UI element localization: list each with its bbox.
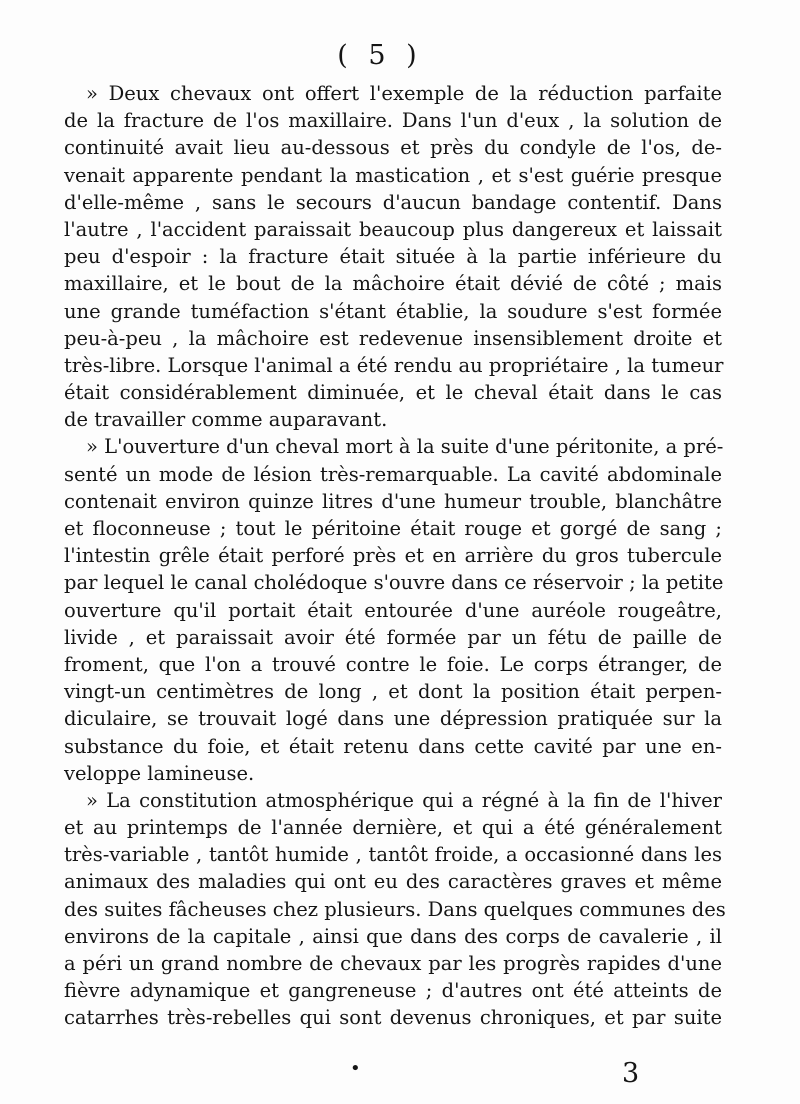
text-line: environs de la capitale , ainsi que dans des corps de cavalerie , il — [64, 924, 722, 948]
text-line: » La constitution atmosphérique qui a régné à la fin de l'hiver — [86, 788, 722, 812]
signature-mark: 3 — [622, 1058, 640, 1089]
text-line: de travailler comme auparavant. — [64, 408, 388, 432]
bottom-mark: • — [350, 1058, 361, 1079]
text-line: substance du foie, et était retenu dans cette cavité par une en- — [64, 734, 722, 758]
text-line: très-libre. Lorsque l'animal a été rendu au propriétaire , la tumeur — [64, 353, 724, 377]
text-line: de la fracture de l'os maxillaire. Dans l'un d'eux , la solution de — [64, 109, 722, 133]
text-line: très-variable , tantôt humide , tantôt froide, a occasionné dans les — [64, 843, 722, 867]
text-line: diculaire, se trouvait logé dans une dépression pratiquée sur la — [64, 707, 722, 731]
text-line: et floconneuse ; tout le péritoine était rouge et gorgé de sang ; — [64, 517, 722, 540]
text-line: ouverture qu'il portait était entourée d'une auréole rougeâtre, — [64, 598, 722, 622]
text-line: catarrhes très-rebelles qui sont devenus chroniques, et par suite — [64, 1006, 722, 1030]
text-line: une grande tuméfaction s'étant établie, la soudure s'est formée — [64, 299, 722, 323]
text-line: vingt-un centimètres de long , et dont la position était perpen- — [64, 680, 722, 704]
text-line: contenait environ quinze litres d'une humeur trouble, blanchâtre — [64, 489, 722, 513]
text-line: livide , et paraissait avoir été formée par un fétu de paille de — [64, 625, 722, 649]
text-line: l'autre , l'accident paraissait beaucoup plus dangereux et laissait — [64, 217, 722, 241]
text-line: a péri un grand nombre de chevaux par les progrès rapides d'une — [64, 952, 722, 975]
text-line: l'intestin grêle était perforé près et en arrière du gros tubercule — [64, 544, 722, 568]
text-line: maxillaire, et le bout de la mâchoire était dévié de côté ; mais — [64, 272, 722, 296]
text-line: d'elle-même , sans le secours d'aucun bandage contentif. Dans — [64, 190, 722, 214]
text-line: et au printemps de l'année dernière, et qui a été généralement — [64, 816, 722, 840]
text-line: animaux des maladies qui ont eu des caractères graves et même — [64, 870, 722, 894]
text-line: fièvre adynamique et gangreneuse ; d'autres ont été atteints de — [64, 979, 722, 1003]
text-line: continuité avait lieu au-dessous et près du condyle de l'os, de- — [64, 136, 722, 160]
text-line: froment, que l'on a trouvé contre le foie. Le corps étranger, de — [64, 652, 722, 676]
text-line: veloppe lamineuse. — [64, 761, 255, 785]
text-line: était considérablement diminuée, et le cheval était dans le cas — [64, 381, 722, 405]
text-line: des suites fâcheuses chez plusieurs. Dans quelques communes des — [64, 897, 726, 921]
text-line: peu d'espoir : la fracture était située à la partie inférieure du — [64, 245, 722, 269]
text-line: par lequel le canal cholédoque s'ouvre dans ce réservoir ; la petite — [64, 571, 724, 595]
text-line: » Deux chevaux ont offert l'exemple de la réduction parfaite — [86, 82, 722, 105]
text-line: » L'ouverture d'un cheval mort à la suite d'une péritonite, a pré- — [86, 435, 724, 459]
text-line: venait apparente pendant la mastication , et s'est guérie presque — [64, 163, 722, 187]
text-line: peu-à-peu , la mâchoire est redevenue insensiblement droite et — [64, 326, 722, 350]
body-text — [64, 80, 726, 1032]
text-line: senté un mode de lésion très-remarquable. La cavité abdominale — [64, 462, 722, 486]
page-number: ( 5 ) — [337, 40, 423, 71]
